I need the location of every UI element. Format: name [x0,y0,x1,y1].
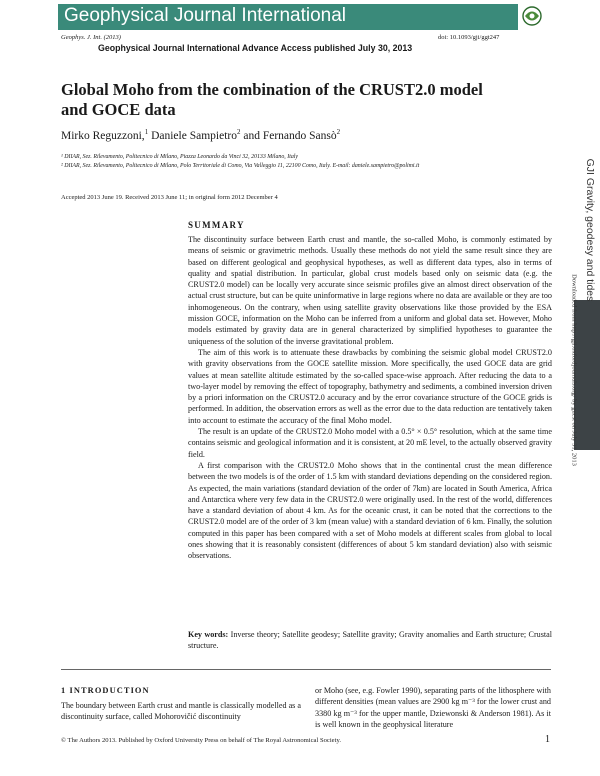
download-notice: Downloaded from http://gji.oxfordjournals.org/ by guest on July 31, 2013 [570,274,578,466]
summary-paragraph: The aim of this work is to attenuate these drawbacks by combining the seismic global model CRUST2.0 with gravity observations from the GOCE satellite mission. More specifically, the used GOCE data are grid values at mean satellite altitude estimated by the so-called space-wise approach. After reducing the data to a two-layer model by removing the effect of topography, bathymetry and sediments, a combined inversion driven by a priori information on the CRUST2.0 accuracy and by the error covariance structure of the GOCE grids is performed. In addition, the observation errors as well as the error due to the data reduction are tentatively taken into account to estimate the accuracy of the final Moho model. [188,347,552,425]
summary-paragraph: The result is an update of the CRUST2.0 Moho model with a 0.5° × 0.5° resolution, which at the same time contains seismic and geological information and it is consistent, at 20 mE level, to the actually observed gravity field. [188,427,552,459]
affiliation: ² DIIAR, Sez. Rilevamento, Politecnico di Milano, Polo Territoriale di Como, Via Valleggio 11, 22100 Como, Italy. E-mail: daniele.sampietro@polimi.it [61,163,420,169]
author-list [61,128,340,142]
author-name: Daniele Sampietro [148,129,237,142]
summary-text [188,234,552,562]
page-number: 1 [545,734,550,745]
introduction-heading: 1 INTRODUCTION [61,686,150,695]
author-affiliation-mark: 2 [236,128,241,136]
author-name: Mirko Reguzzoni, [61,129,145,142]
summary-paragraph: A first comparison with the CRUST2.0 Moho shows that in the continental crust the mean difference between the two models is of the order of 1.5 km with standard deviations depending on the considered region. As expected, the main variations (standard deviation of the order of 7km) are located in South America, Africa and Antarctica where very few data in the CRUST2.0 were originally used. In the rest of the world, differences have a standard deviation of about 4 km. As for the oceanic crust, it can be noted that the corrections to the CRUST2.0 model are of the order of 3 km (mean value) with a standard deviation of 6 km. Finally, the solution computed in this paper has been compared with a set of Moho models at different scales from global to local ones showing that it is reasonably consistent (differences of about 5 km standard deviation) also with seismic observations. [188,460,552,561]
keywords-label: Key words: [188,630,229,639]
copyright-notice: © The Authors 2013. Published by Oxford University Press on behalf of The Royal Astronomical Society. [61,737,341,744]
advance-access-line: Geophysical Journal International Advance Access published July 30, 2013 [98,43,413,53]
introduction-left-column: The boundary between Earth crust and mantle is classically modelled as a discontinuity surface, called Mohorovičić discontinuity [61,701,301,722]
section-divider [61,669,551,670]
sidebar-section-label: GJI Gravity, geodesy and tides [584,158,596,302]
article-dates: Accepted 2013 June 19. Received 2013 June 11; in original form 2012 December 4 [61,194,278,201]
keywords-list: Inverse theory; Satellite geodesy; Satellite gravity; Gravity anomalies and Earth structure; Crustal structure. [188,630,552,651]
journal-banner [58,4,518,30]
author-affiliation-mark: 2 [336,128,341,136]
doi: doi: 10.1093/gji/ggt247 [438,34,500,41]
journal-logo-icon [520,4,544,30]
author-affiliation-mark: 1 [144,128,149,136]
introduction-right-column: or Moho (see, e.g. Fowler 1990), separating parts of the lithosphere with different densities (mean values are 2900 kg m⁻³ for the lower crust and 3380 kg m⁻³ for the upper mantle, Dziewonski & Anderson 1981). As it is well known in the geophysical literature [315,686,551,730]
journal-banner-title: Geophysical Journal International [64,5,347,26]
affiliation: ¹ DIIAR, Sez. Rilevamento, Politecnico di Milano, Piazza Leonardo da Vinci 32, 20133 Milano, Italy [61,154,299,160]
citation: Geophys. J. Int. (2013) [61,34,121,41]
author-name: and Fernando Sansò [240,129,337,142]
article-title: Global Moho from the combination of the CRUST2.0 model and GOCE data [61,80,483,119]
keywords [188,629,552,652]
summary-paragraph: The discontinuity surface between Earth crust and mantle, the so-called Moho, is commonly estimated by means of seismic or gravimetric methods. Usually these methods do not yield the same result since they are based on different geological and geophysical hypotheses, as well as different data types, also in terms of quality and spatial distribution. In particular, global crust models based only on seismic data (e.g. the CRUST2.0 model) can be locally very accurate since seismic profiles give an almost direct observation of the actual crust structure, but can be quite uninformative in large regions where no data are available or they are too inhomogeneous. On the contrary, when using satellite gravity observations like those provided by the ESA mission GOCE, information on the Moho can be inferred from a uniform and global data set. However, Moho models estimated by gravity data are in general characterized by simplified hypotheses to guarantee the uniqueness of the solution of the inverse gravitational problem. [188,235,552,346]
sidebar-tab [574,300,600,450]
summary-heading: SUMMARY [188,220,245,230]
